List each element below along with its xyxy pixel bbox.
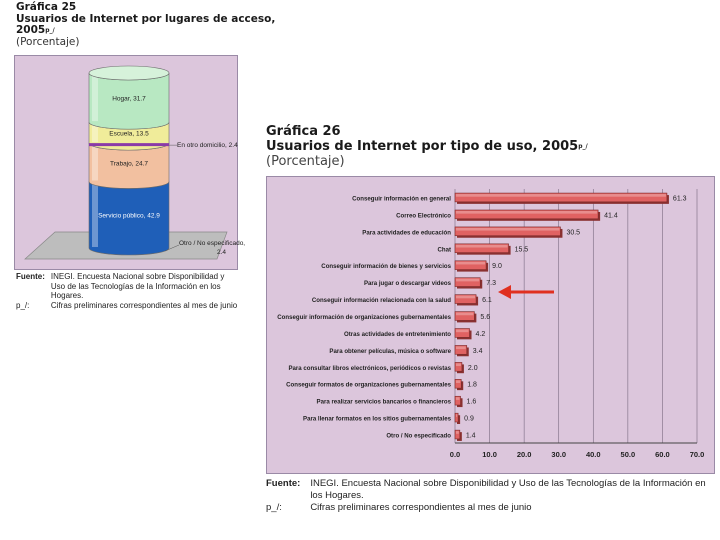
outside-label: En otro domicilio, 2.4	[177, 142, 238, 150]
x-tick-label: 40.0	[585, 450, 601, 459]
cylinder-segment-label: Servicio público, 42.9	[98, 212, 160, 220]
bar-highlight	[456, 330, 469, 333]
chart26-subtitle: (Porcentaje)	[266, 154, 345, 169]
chart26-source-text: INEGI. Encuesta Nacional sobre Disponibilidad y Uso de las Tecnologías de la Información en los Hogares.	[310, 478, 706, 501]
x-tick-label: 20.0	[516, 450, 532, 459]
bar-value-label: 4.2	[475, 330, 486, 338]
x-tick-label: 0.0	[449, 450, 461, 459]
category-label: Para obtener películas, música o software	[329, 347, 451, 355]
bar-value-label: 41.4	[604, 212, 618, 220]
category-label: Otras actividades de entretenimiento	[343, 330, 451, 338]
chart26-panel	[266, 176, 715, 474]
category-label: Conseguir formatos de organizaciones gubernamentales	[286, 381, 451, 389]
x-tick-label: 70.0	[689, 450, 705, 459]
category-label: Para jugar o descargar videos	[363, 280, 451, 288]
bar-highlight	[456, 380, 460, 383]
chart26-source-key: Fuente:	[266, 478, 301, 489]
bar-highlight	[456, 346, 466, 349]
category-label: Conseguir información en general	[352, 195, 451, 203]
chart25-note-key: p_/:	[16, 300, 30, 310]
outside-label: Otro / No especificado,	[179, 240, 246, 247]
bar-highlight	[456, 262, 485, 265]
bar-highlight	[456, 414, 457, 417]
bar-highlight	[456, 194, 666, 197]
cylinder-top-cap	[89, 66, 169, 80]
category-label: Otro / No especificado	[386, 432, 451, 440]
x-tick-label: 10.0	[482, 450, 497, 459]
bar-value-label: 1.6	[466, 398, 477, 406]
bar-value-label: 9.0	[492, 263, 502, 271]
category-label: Para realizar servicios bancarios o financieros	[316, 398, 451, 406]
category-label: Correo Electrónico	[396, 212, 451, 220]
bar-highlight	[456, 245, 508, 248]
chart25-title-line-1: Gráfica 25	[16, 1, 77, 13]
category-label: Para consultar libros electrónicos, periódicos o revistas	[288, 364, 451, 372]
cylinder-segment-label: Escuela, 13.5	[109, 130, 149, 138]
category-label: Conseguir información relacionada con la salud	[311, 297, 451, 305]
chart25-subtitle: (Porcentaje)	[16, 35, 80, 48]
chart26-svg	[267, 177, 714, 473]
chart26-note-key: p_/:	[266, 502, 282, 513]
bar-highlight	[456, 431, 459, 434]
bar-highlight	[456, 313, 473, 316]
chart25-title-line-2: Usuarios de Internet por lugares de acceso,	[16, 12, 276, 25]
chart25-source-key: Fuente:	[16, 272, 45, 281]
cylinder-segment-label: Hogar, 31.7	[112, 95, 146, 103]
bar-highlight	[456, 228, 559, 231]
bar-value-label: 1.8	[467, 381, 477, 389]
bar-value-label: 1.4	[465, 432, 476, 440]
chart25-title-sup: p_/	[45, 27, 55, 34]
chart26-note-text: Cifras preliminares correspondientes al mes de junio	[310, 502, 532, 513]
cylinder-segment-label: Trabajo, 24.7	[109, 160, 149, 168]
x-tick-label: 60.0	[655, 450, 670, 459]
chart26-title	[266, 124, 588, 169]
outside-label-value: 2.4	[217, 249, 227, 256]
bar-highlight	[456, 211, 597, 214]
bar-value-label: 3.4	[472, 347, 483, 355]
chart26-title-line-1: Gráfica 26	[266, 124, 341, 139]
bar-highlight	[456, 279, 479, 282]
chart25-source	[16, 272, 238, 310]
chart26-source	[266, 478, 714, 514]
x-tick-label: 30.0	[551, 450, 567, 459]
bar-value-label: 15.5	[514, 246, 529, 254]
x-tick-label: 50.0	[620, 450, 636, 459]
bar-value-label: 61.3	[672, 195, 687, 203]
bar-highlight	[456, 397, 460, 400]
chart25-panel	[14, 55, 246, 270]
bar-value-label: 30.5	[566, 229, 581, 237]
chart25-note-text: Cifras preliminares correspondientes al mes de junio	[50, 300, 238, 310]
chart25-source-text: INEGI. Encuesta Nacional sobre Disponibilidad y Uso de las Tecnologías de la Información en los Hogares.	[50, 272, 225, 300]
bar-value-label: 7.3	[486, 280, 496, 288]
category-label: Chat	[437, 246, 451, 254]
bar-value-label: 5.6	[480, 314, 491, 321]
category-label: Conseguir información de bienes y servicios	[321, 263, 451, 271]
cylinder-thin-band	[89, 143, 169, 146]
bar-highlight	[456, 296, 475, 299]
chart26-title-line-2: Usuarios de Internet por tipo de uso, 2005	[266, 139, 579, 154]
chart25-title-line-3: 2005	[16, 24, 46, 36]
category-label: Para actividades de educación	[362, 229, 451, 237]
chart25-svg	[15, 56, 246, 269]
bar-value-label: 2.0	[467, 364, 478, 372]
bar-value-label: 6.1	[482, 297, 492, 305]
chart25-title	[16, 2, 275, 48]
category-label: Para llenar formatos en los sitios gubernamentales	[303, 415, 451, 423]
bar-highlight	[456, 363, 461, 366]
arrow-icon	[498, 284, 556, 300]
chart26-title-sup: p_/	[578, 143, 588, 150]
bar-value-label: 0.9	[464, 415, 474, 423]
category-label: Conseguir información de organizaciones gubernamentales	[277, 314, 451, 321]
